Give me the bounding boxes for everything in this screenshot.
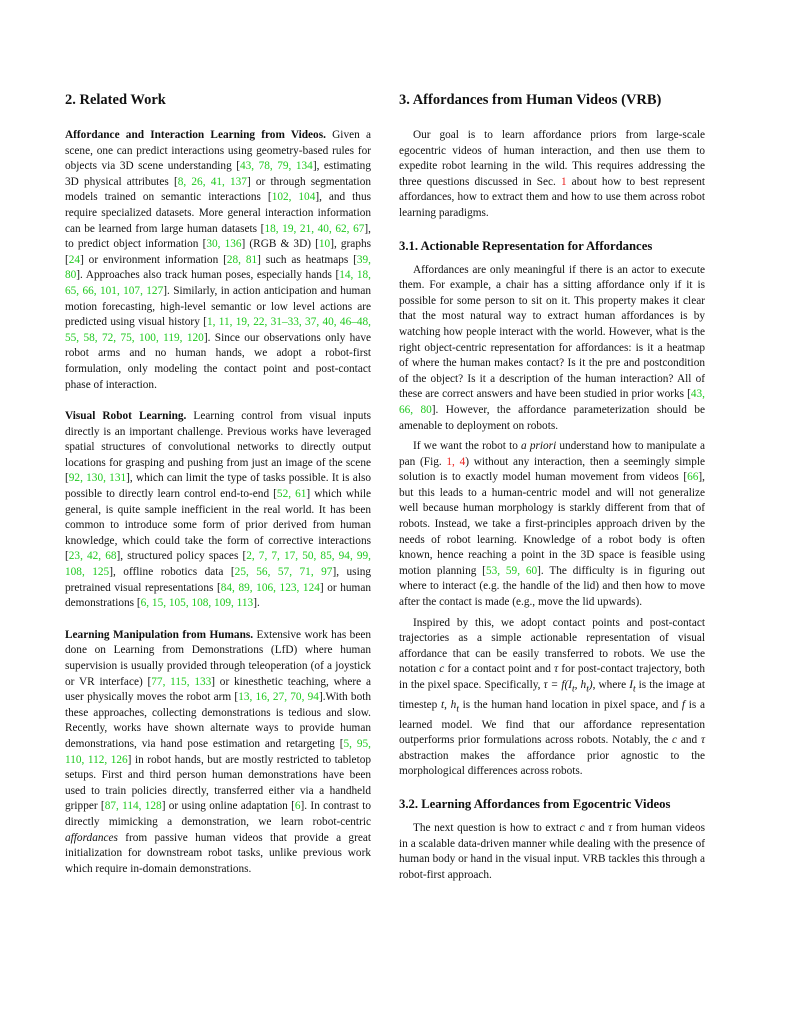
citation-link[interactable]: 30, 136	[206, 238, 242, 251]
citation-link[interactable]: 24	[68, 253, 81, 266]
math-symbol: c	[439, 663, 445, 676]
citation-link[interactable]: 2, 7, 7, 17, 50, 85, 94, 99, 108, 125	[65, 550, 372, 579]
paragraph-lead: Affordance and Interaction Learning from Videos.	[65, 129, 326, 141]
citation-link[interactable]: 1, 11, 19, 22, 31–33, 37, 40, 46–48, 55, 58, 72, 75, 100, 119, 120	[65, 316, 371, 344]
math-symbol: τ	[608, 822, 613, 835]
math-equation: $\tau = f(I_t$, $h_t$)	[543, 679, 593, 695]
citation-link[interactable]: 25, 56, 57, 71, 97	[234, 566, 333, 579]
emphasis-text: a priori	[521, 440, 557, 453]
citation-link[interactable]: 39, 80	[65, 253, 371, 282]
math-symbol: c	[672, 734, 678, 747]
left-column	[65, 89, 371, 877]
emphasis-text: affordances	[65, 831, 118, 844]
right-column	[399, 89, 705, 883]
citation-link[interactable]: 8, 26, 41, 137	[177, 175, 247, 188]
citation-link[interactable]: 6	[294, 800, 301, 813]
citation-link[interactable]: 18, 19, 21, 40, 62, 67	[264, 222, 365, 235]
paragraph-a-priori: If we want the robot to a priori understand how to manipulate a pan (Fig. 1, 4) without any interaction, then a seemingly simple solution is to exactly model human movement from videos [66], but this leads to a human-centric model and will not generalize well because human morphology is starkly different from that of robots. Instead, we take a first-principles approach driven by the needs of robot learning. Knowledge of a robot body is often known, hence reaching a point in the 3D space is feasible using motion planning [53, 59, 60]. The difficulty is in figuring out where to interact (e.g. the handle of the lid) and then how to move after the contact is made (e.g., move the lid upwards).	[399, 440, 705, 609]
math-symbol: τ	[554, 663, 559, 676]
citation-link[interactable]: 84, 89, 106, 123, 124	[220, 581, 320, 594]
paragraph-manipulation-from-humans: Learning Manipulation from Humans. Extensive work has been done on Learning from Demonstrations (LfD) where human supervision is usually provided through teleoperation (of a joystick or VR interface) [77, 115, 133] or kinesthetic teaching, where a user physically moves the robot arm [13, 16, 27, 70, 94].With both these approaches, collecting demonstrations is tedious and slow. Recently, works have shown alternate ways to provide human demonstrations, via hand pose estimation and retargeting [5, 95, 110, 112, 126] in robot hands, but are mostly restricted to tabletop setups. First and third person human demonstrations have been used to train policies directly, transferred either via a handheld gripper [87, 114, 128] or using online adaptation [6]. In contrast to directly mimicking a demonstration, we learn robot-centric affordances from passive human videos that provide a great initialization for downstream robot tasks, unlike previous work which require in-domain demonstrations.	[65, 628, 372, 875]
citation-link[interactable]: 13, 16, 27, 70, 94	[238, 691, 319, 704]
section-reference-link[interactable]: 1	[560, 175, 567, 188]
figure-reference-link[interactable]: 1, 4	[446, 455, 466, 468]
citation-link[interactable]: 28, 81	[226, 253, 258, 266]
paragraph-visual-robot-learning: Visual Robot Learning. Learning control from visual inputs directly is an important challenge. Previous works have leveraged spatial structures of convolutional networks to directly output locations for grasping and pushing from just an image of the scene [92, 130, 131], which can limit the type of tasks possible. It is also possible to directly learn control end-to-end [52, 61] which while general, is quite sample inefficient in the real world. It has been common to introduce some form of prior derived from human knowledge, which could take the form of corrective interactions [23, 42, 68], structured policy spaces [2, 7, 7, 17, 50, 85, 94, 99, 108, 125], offline robotics data [25, 56, 57, 71, 97], using pretrained visual representations [84, 89, 106, 123, 124] or human demonstrations [6, 15, 105, 108, 109, 113].	[65, 410, 372, 610]
citation-link[interactable]: 52, 61	[276, 488, 307, 501]
citation-link[interactable]: 6, 15, 105, 108, 109, 113	[140, 597, 254, 610]
citation-link[interactable]: 10	[318, 238, 331, 251]
section-title-affordances: 3. Affordances from Human Videos (VRB)	[399, 92, 662, 108]
citation-link[interactable]: 77, 115, 133	[151, 675, 212, 688]
paragraph-next-question: The next question is how to extract c and τ from human videos in a scalable data-driven manner while dealing with the presence of human body or hand in the visual input. VRB tackles this through a robot-first approach.	[399, 822, 705, 881]
math-symbol: c	[579, 822, 585, 835]
citation-link[interactable]: 87, 114, 128	[104, 800, 162, 813]
paragraph-affordances-meaningful: Affordances are only meaningful if there is an actor to execute them. For example, a chair has a sitting affordance only if it is possible for some person to sit on it. This property makes it clear that the most natural way to extract human affordances is by watching how people interact with the world. However, what is the right object-centric representation for affordances: is it a heatmap of where the human makes contact? Is it the pre and postcondition of the object? Is it a description of the human interaction? All of these are correct answers and have been studied in prior works [43, 66, 80]. However, the affordance parameterization should be amenable to deployment on robots.	[399, 263, 705, 432]
citation-link[interactable]: 66	[687, 471, 699, 484]
citation-link[interactable]: 43, 66, 80	[399, 388, 705, 416]
math-symbol: τ	[700, 734, 705, 747]
subsection-title-actionable-representation: 3.1. Actionable Representation for Affordances	[399, 238, 653, 253]
math-symbol: f	[681, 698, 686, 711]
citation-link[interactable]: 5, 95, 110, 112, 126	[65, 737, 371, 766]
citation-link[interactable]: 92, 130, 131	[68, 472, 127, 485]
citation-link[interactable]: 43, 78, 79, 134	[240, 160, 313, 173]
paragraph-lead: Visual Robot Learning.	[65, 410, 187, 423]
paragraph-intro: Our goal is to learn affordance priors from large-scale egocentric videos of human interaction, and then use them to expedite robot learning in the wild. This requires addressing the three questions discussed in Sec. 1 about how to best represent affordances, how to extract them and how to use them across robot learning paradigms.	[399, 129, 705, 219]
paragraph-inspired: Inspired by this, we adopt contact points and post-contact trajectories as a simple actionable representation of visual affordance that can be easily transferred to robots. We use the notation c for a contact point and τ for post-contact trajectory, both in the pixel space. Specifically, $\tau = f(I_t$, $h_t$), where $I_t$ is the image at timestep t, $h_t$ is the human hand location in pixel space, and f is a learned model. We find that our affordance representation outperforms prior formulations across robots. Notably, the c and τ abstraction makes the affordance prior agnostic to the morphological differences across robots.	[399, 616, 706, 778]
subsection-title-learning-affordances: 3.2. Learning Affordances from Egocentric Videos	[399, 797, 671, 812]
citation-link[interactable]: 23, 42, 68	[68, 550, 117, 563]
citation-link[interactable]: 102, 104	[271, 191, 316, 204]
math-symbol: t	[440, 698, 445, 711]
paragraph-affordance-learning: Affordance and Interaction Learning from Videos. Given a scene, one can predict interactions using geometry-based rules for objects via 3D scene understanding [43, 78, 79, 134], estimating 3D physical attributes [8, 26, 41, 137] or through segmentation models trained on semantic interactions [102, 104], and thus require specialized datasets. More general interaction information can be learned from large human datasets [18, 19, 21, 40, 62, 67], to predict object information [30, 136] (RGB & 3D) [10], graphs [24] or environment information [28, 81] such as heatmaps [39, 80]. Approaches also track human poses, especially hands [14, 18, 65, 66, 101, 107, 127]. Similarly, in action anticipation and human motion forecasting, high-level semantic or low level actions are predicted using visual history [1, 11, 19, 22, 31–33, 37, 40, 46–48, 55, 58, 72, 75, 100, 119, 120]. Since our observations only have robot arms and no human hands, we adopt a robot-first formulation, only modeling the contact point and post-contact phase of interaction.	[65, 129, 372, 391]
math-symbol: $h_t$	[450, 698, 459, 715]
citation-link[interactable]: 53, 59, 60	[485, 564, 538, 577]
section-title-related-work: 2. Related Work	[65, 92, 166, 108]
paragraph-lead: Learning Manipulation from Humans.	[65, 628, 254, 641]
math-symbol: $I_t$	[629, 679, 636, 695]
citation-link[interactable]: 14, 18, 65, 66, 101, 107, 127	[65, 269, 371, 297]
